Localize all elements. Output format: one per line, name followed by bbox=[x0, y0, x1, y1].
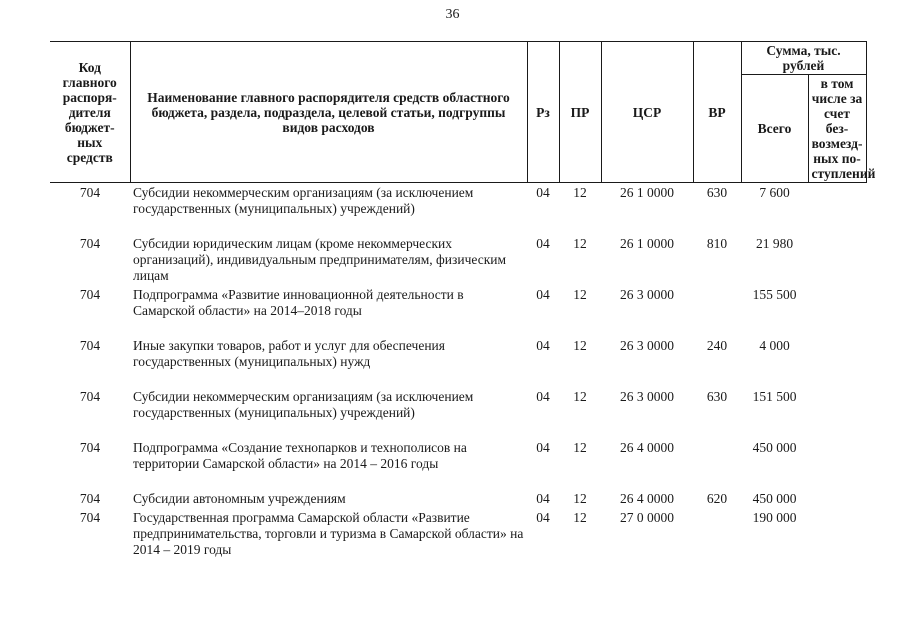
table-header bbox=[50, 42, 876, 183]
cell-vr: 810 bbox=[706, 235, 728, 251]
cell-rz: 04 bbox=[536, 509, 550, 525]
header-rz: Рз bbox=[527, 42, 559, 183]
cell-pr: 12 bbox=[573, 490, 587, 506]
cell-pr: 12 bbox=[573, 337, 587, 353]
cell-vr bbox=[693, 438, 741, 489]
table-row bbox=[50, 234, 866, 285]
cell-name: Субсидии некоммерческим организациям (за исключением государственных (муниципальных) учреждений) bbox=[133, 185, 474, 216]
cell-code: 704 bbox=[79, 185, 101, 200]
cell-name: Государственная программа Самарской области «Развитие предпринимательства, торговли и туризма в Самарской области» на 2014 – 2019 годы bbox=[133, 509, 524, 557]
cell-grants bbox=[808, 508, 866, 559]
header-total: Всего bbox=[741, 75, 808, 183]
header-name: Наименование главного распорядителя средств областного бюджета, раздела, подраздела, целевой статьи, подгруппы видов расходов bbox=[130, 42, 527, 183]
cell-grants bbox=[808, 285, 866, 336]
cell-rz: 04 bbox=[536, 286, 550, 302]
cell-rz: 04 bbox=[536, 185, 550, 200]
cell-total: 450 000 bbox=[752, 490, 797, 506]
cell-vr: 630 bbox=[706, 388, 728, 404]
cell-vr: 240 bbox=[706, 337, 728, 353]
cell-rz: 04 bbox=[536, 490, 550, 506]
table-row bbox=[50, 336, 866, 387]
cell-name: Субсидии некоммерческим организациям (за исключением государственных (муниципальных) учреждений) bbox=[133, 388, 474, 420]
cell-csr: 26 1 0000 bbox=[620, 235, 674, 251]
cell-pr: 12 bbox=[573, 235, 587, 251]
cell-name: Иные закупки товаров, работ и услуг для обеспечения государственных (муниципальных) нужд bbox=[133, 337, 445, 369]
cell-pr: 12 bbox=[573, 439, 587, 455]
table-row bbox=[50, 387, 866, 438]
cell-vr: 630 bbox=[706, 185, 728, 200]
cell-csr: 26 3 0000 bbox=[620, 286, 674, 302]
cell-total: 151 500 bbox=[752, 388, 797, 404]
cell-vr bbox=[693, 508, 741, 559]
cell-rz: 04 bbox=[536, 388, 550, 404]
page-number: 36 bbox=[445, 7, 460, 22]
cell-csr: 26 1 0000 bbox=[620, 185, 674, 200]
cell-code: 704 bbox=[79, 286, 101, 302]
cell-rz: 04 bbox=[536, 439, 550, 455]
cell-csr: 26 3 0000 bbox=[620, 337, 674, 353]
cell-pr: 12 bbox=[573, 388, 587, 404]
cell-code: 704 bbox=[79, 509, 101, 525]
table-body bbox=[50, 183, 866, 559]
header-sum: Сумма, тыс. рублей bbox=[741, 42, 866, 75]
header-code: Код главного распоря-дителя бюджет-ных средств bbox=[50, 42, 130, 183]
cell-pr: 12 bbox=[573, 286, 587, 302]
cell-code: 704 bbox=[79, 439, 101, 455]
cell-name: Субсидии автономным учреждениям bbox=[133, 490, 346, 506]
cell-total: 21 980 bbox=[755, 235, 794, 251]
cell-code: 704 bbox=[79, 490, 101, 506]
header-grants: в том числе за счет без-возмезд-ных по-ступлений bbox=[808, 75, 866, 183]
cell-name: Подпрограмма «Развитие инновационной деятельности в Самарской области» на 2014–2018 годы bbox=[133, 286, 464, 318]
budget-table bbox=[50, 41, 876, 559]
cell-grants bbox=[808, 183, 866, 234]
table-row bbox=[50, 285, 866, 336]
cell-csr: 26 3 0000 bbox=[620, 388, 674, 404]
table-row bbox=[50, 183, 866, 234]
cell-code: 704 bbox=[79, 388, 101, 404]
cell-vr: 620 bbox=[706, 490, 728, 506]
cell-grants bbox=[808, 387, 866, 438]
cell-total: 190 000 bbox=[752, 509, 797, 525]
table-row bbox=[50, 438, 866, 489]
cell-code: 704 bbox=[79, 235, 101, 251]
table-row bbox=[50, 489, 866, 508]
cell-grants bbox=[808, 489, 866, 508]
cell-name: Субсидии юридическим лицам (кроме некоммерческих организаций), индивидуальным предпринимателям, физическим лицам bbox=[133, 235, 507, 283]
cell-csr: 26 4 0000 bbox=[620, 490, 674, 506]
header-pr: ПР bbox=[559, 42, 601, 183]
cell-grants bbox=[808, 336, 866, 387]
cell-rz: 04 bbox=[536, 235, 550, 251]
cell-total: 155 500 bbox=[752, 286, 797, 302]
table-row bbox=[50, 508, 866, 559]
cell-grants bbox=[808, 438, 866, 489]
cell-pr: 12 bbox=[573, 185, 587, 200]
cell-code: 704 bbox=[79, 337, 101, 353]
cell-name: Подпрограмма «Создание технопарков и технополисов на территории Самарской области» на 2014 – 2016 годы bbox=[133, 439, 467, 471]
cell-grants bbox=[808, 234, 866, 285]
cell-total: 450 000 bbox=[752, 439, 797, 455]
cell-total: 4 000 bbox=[759, 337, 790, 353]
cell-csr: 26 4 0000 bbox=[620, 439, 674, 455]
header-vr: ВР bbox=[693, 42, 741, 183]
cell-total: 7 600 bbox=[759, 185, 790, 200]
cell-rz: 04 bbox=[536, 337, 550, 353]
cell-vr bbox=[693, 285, 741, 336]
header-csr: ЦСР bbox=[601, 42, 693, 183]
cell-csr: 27 0 0000 bbox=[620, 509, 674, 525]
cell-pr: 12 bbox=[573, 509, 587, 525]
